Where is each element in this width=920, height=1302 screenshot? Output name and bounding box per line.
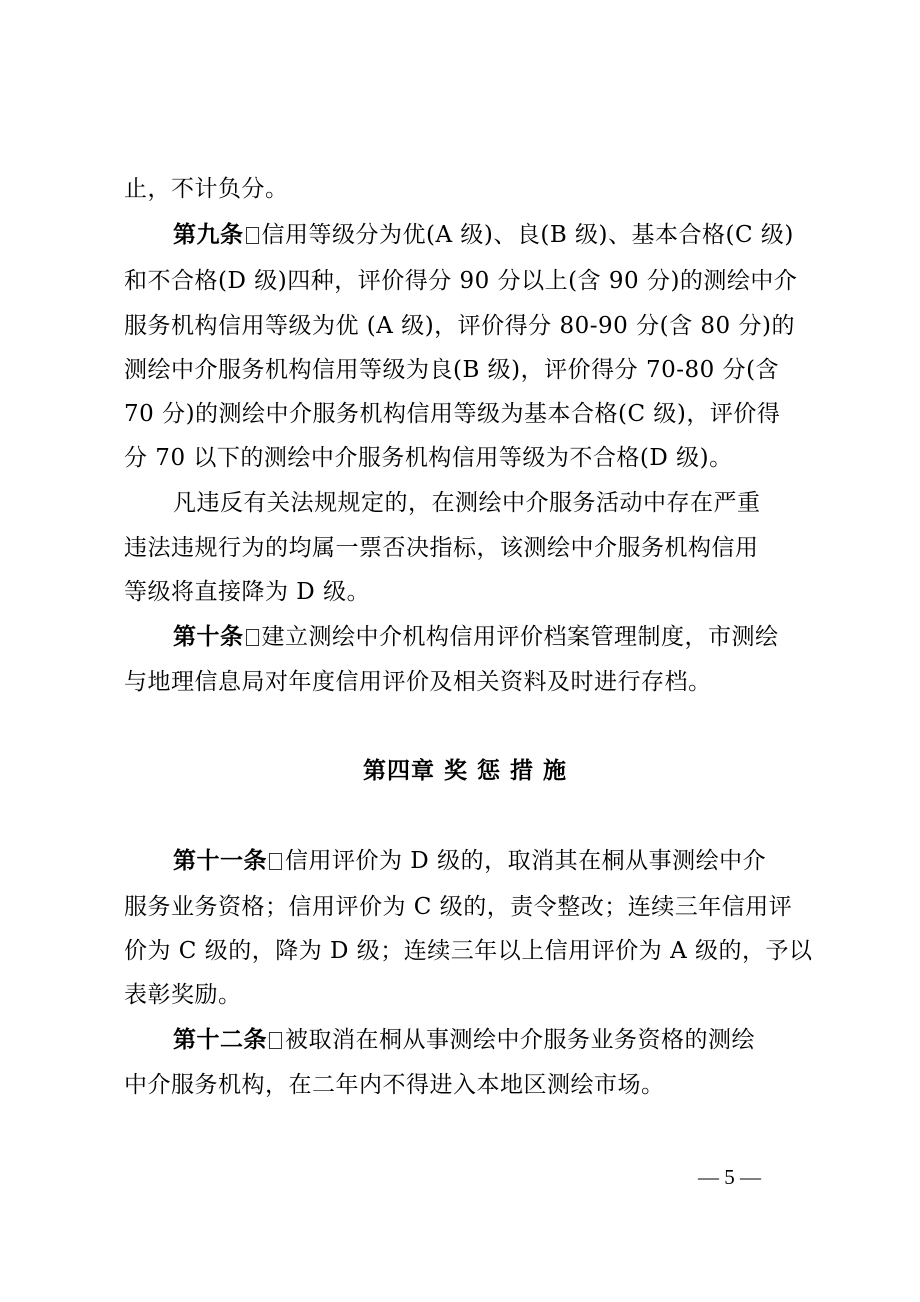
article-12-line-2: 中介服务机构，在二年内不得进入本地区测绘市场。 <box>124 1072 665 1098</box>
veto-line-3: 等级将直接降为 D 级。 <box>124 579 371 605</box>
continuation-text: 止，不计负分。 <box>124 176 289 202</box>
article-9-line-4: 测绘中介服务机构信用等级为良(B 级)，评价得分 70-80 分(含 <box>124 357 780 383</box>
article-9-line-2: 和不合格(D 级)四种，评价得分 90 分以上(含 90 分)的测绘中介 <box>124 268 798 294</box>
article-11-line-4: 表彰奖励。 <box>124 982 242 1008</box>
article-9-line-1 <box>173 220 794 250</box>
article-11-heading: 第十一条 <box>173 847 267 874</box>
placeholder-box-icon <box>246 227 259 244</box>
article-11-line-2: 服务业务资格；信用评价为 C 级的，责令整改；连续三年信用评 <box>124 894 793 920</box>
article-9-line-6: 分 70 以下的测绘中介服务机构信用等级为不合格(D 级)。 <box>124 445 733 471</box>
article-9-line-3: 服务机构信用等级为优 (A 级)，评价得分 80-90 分(含 80 分)的 <box>124 313 795 339</box>
article-10-heading: 第十条 <box>173 623 244 650</box>
article-9-line-5: 70 分)的测绘中介服务机构信用等级为基本合格(C 级)，评价得 <box>124 401 781 427</box>
article-11-text: 信用评价为 D 级的，取消其在桐从事测绘中介 <box>285 848 767 874</box>
article-12-line-1 <box>173 1025 755 1055</box>
chapter-title: 第四章 奖 惩 措 施 <box>362 757 568 784</box>
article-9-text: 信用等级分为优(A 级)、良(B 级)、基本合格(C 级) <box>261 222 794 248</box>
article-9-heading: 第九条 <box>173 221 244 248</box>
continuation-line <box>124 174 289 204</box>
article-11-line-3: 价为 C 级的，降为 D 级；连续三年以上信用评价为 A 级的，予以 <box>124 938 813 964</box>
page-number: — 5 — <box>698 1165 761 1189</box>
veto-line-1: 凡违反有关法规规定的，在测绘中介服务活动中存在严重 <box>173 490 761 516</box>
article-12-text: 被取消在桐从事测绘中介服务业务资格的测绘 <box>285 1027 755 1053</box>
placeholder-box-icon <box>269 1032 282 1049</box>
article-10-text: 建立测绘中介机构信用评价档案管理制度，市测绘 <box>261 624 779 650</box>
article-11-line-1 <box>173 846 766 876</box>
article-12-heading: 第十二条 <box>173 1026 267 1053</box>
article-10-line-2: 与地理信息局对年度信用评价及相关资料及时进行存档。 <box>124 669 712 695</box>
veto-line-2: 违法违规行为的均属一票否决指标，该测绘中介服务机构信用 <box>124 535 759 561</box>
placeholder-box-icon <box>269 853 282 870</box>
article-10-line-1 <box>173 622 779 652</box>
placeholder-box-icon <box>246 629 259 646</box>
